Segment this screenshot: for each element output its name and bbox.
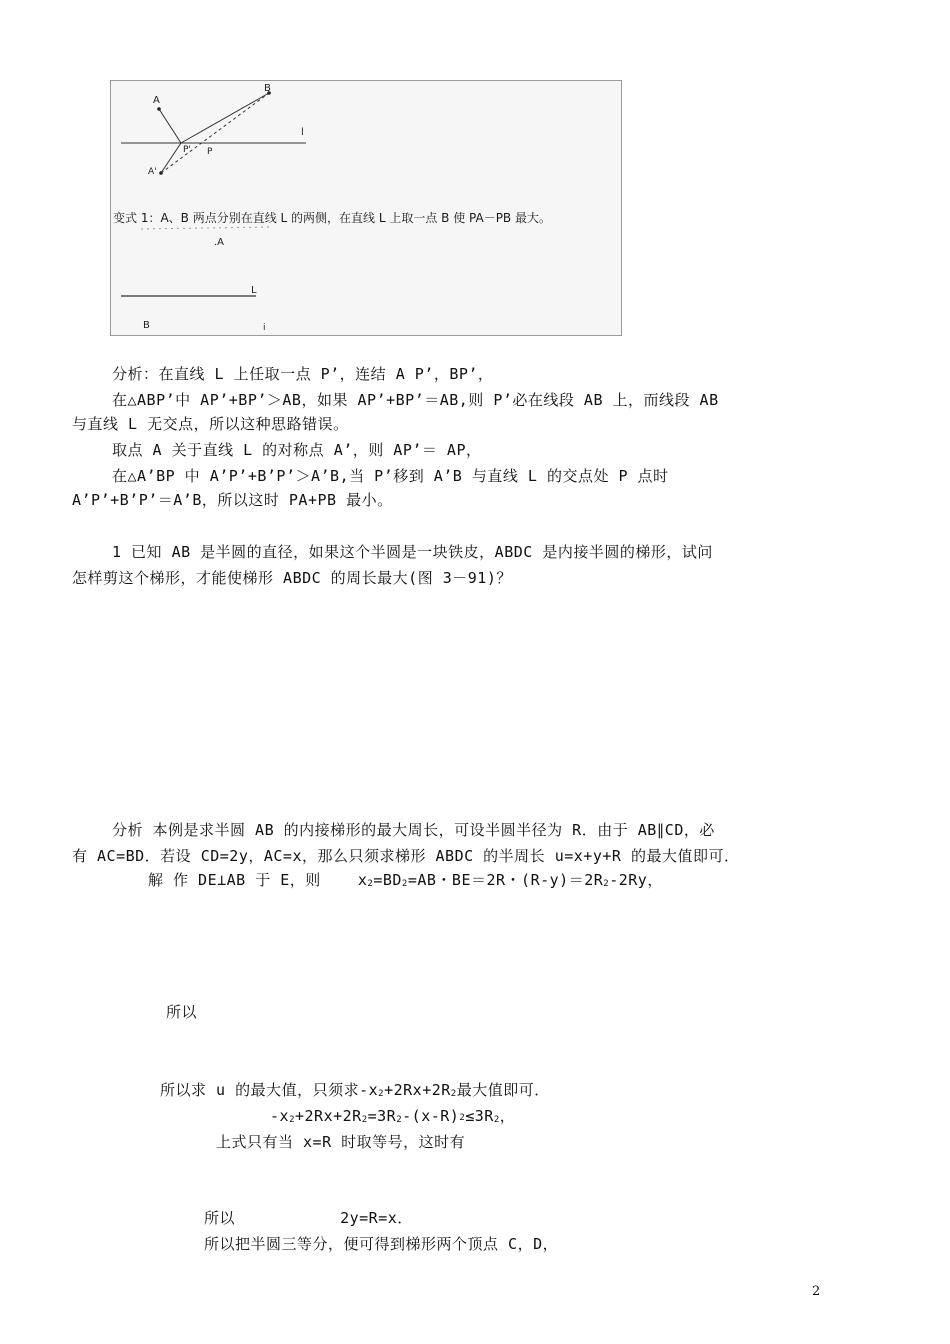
label-a: A — [153, 95, 160, 106]
max-line2-b: +2Rx+2R — [294, 1107, 362, 1125]
page-number: 2 — [812, 1284, 821, 1299]
analysis1-line1: 分析：在直线 L 上任取一点 P’，连结 A P’，BP’， — [112, 365, 494, 383]
label-i: i — [263, 323, 266, 333]
solution-line — [148, 870, 663, 893]
sub-2: 2 — [396, 1115, 403, 1125]
label-p: P — [207, 147, 213, 157]
max-line2-e: ≤3R — [465, 1107, 494, 1125]
label-b2: B — [143, 320, 150, 331]
max-line1-a: 所以求 u 的最大值，只须求-x — [160, 1081, 379, 1099]
result-so: 所以 — [204, 1209, 236, 1227]
label-p-prime: P' — [183, 145, 191, 155]
so-line: 所以 — [166, 1003, 198, 1021]
analysis1-line3: 与直线 L 无交点，所以这种思路错误。 — [72, 415, 349, 433]
sub-2: 2 — [493, 1115, 500, 1125]
result-equation: 2y=R=x． — [340, 1209, 413, 1227]
max-line2-f: ， — [499, 1107, 516, 1125]
figure-caption: 变式 1：A、B 两点分别在直线 L 的两侧，在直线 L 上取一点 B 使 PA－PB 最大。 — [113, 211, 551, 225]
max-line2-a: -x — [270, 1107, 290, 1125]
max-line2-c: =3R — [367, 1107, 397, 1125]
label-b: B — [264, 83, 271, 94]
sub-2: 2 — [367, 879, 374, 889]
solution-ab-be: =AB・BE＝2R・(R-y)＝2R — [407, 871, 604, 889]
result-line2: 所以把半圆三等分，便可得到梯形两个顶点 C，D， — [204, 1235, 559, 1253]
sub-2: 2 — [450, 1089, 457, 1099]
analysis1-line2: 在△ABP’中 AP’+BP’＞AB，如果 AP’+BP’＝AB,则 P’必在线段 AB 上，而线段 AB — [112, 391, 719, 409]
problem1-line2: 怎样剪这个梯形，才能使梯形 ABDC 的周长最大(图 3－91)？ — [72, 569, 512, 587]
analysis1-line6: A’P’+B’P’＝A’B，所以这时 PA+PB 最小。 — [72, 491, 393, 509]
analysis2-line1: 分析 本例是求半圆 AB 的内接梯形的最大周长，可设半圆半径为 R．由于 AB∥CD，必 — [112, 821, 715, 839]
sup-2: 2 — [459, 1113, 466, 1123]
max-line1-c: 最大值即可． — [456, 1081, 550, 1099]
label-l: l — [301, 127, 304, 138]
sub-2: 2 — [361, 1115, 368, 1125]
solution-bd: =BD — [373, 871, 402, 889]
max-line1-b: +2Rx+2R — [384, 1081, 451, 1099]
label-a2: .A — [214, 237, 225, 248]
analysis2-line2: 有 AC=BD．若设 CD=2y，AC=x，那么只须求梯形 ABDC 的半周长 u=x+y+R 的最大值即可． — [72, 847, 740, 865]
solution-x: x — [357, 871, 368, 889]
problem1-line1: 1 已知 AB 是半圆的直径，如果这个半圆是一块铁皮，ABDC 是内接半圆的梯形，试问 — [112, 543, 713, 561]
sub-2: 2 — [401, 879, 408, 889]
sub-2: 2 — [289, 1115, 295, 1125]
sub-2: 2 — [378, 1089, 385, 1099]
analysis1-line4: 取点 A 关于直线 L 的对称点 A’，则 AP’＝ AP， — [112, 441, 482, 459]
label-l2: L — [251, 285, 257, 296]
max-line1 — [160, 1080, 550, 1103]
figure-panel — [110, 80, 622, 336]
label-a-prime: A' — [148, 167, 157, 177]
max-line2 — [270, 1106, 515, 1129]
max-line2-d: -(x-R) — [402, 1107, 460, 1125]
result-line1 — [204, 1208, 413, 1228]
solution-tail: -2Ry， — [609, 871, 663, 889]
solution-lead: 解 作 DE⊥AB 于 E，则 — [148, 871, 321, 889]
analysis1-line5: 在△A’BP 中 A’P’+B’P’＞A’B,当 P’移到 A’B 与直线 L 的交点处 P 点时 — [112, 467, 669, 485]
max-line3: 上式只有当 x=R 时取等号，这时有 — [216, 1133, 466, 1151]
sub-2: 2 — [603, 879, 610, 889]
